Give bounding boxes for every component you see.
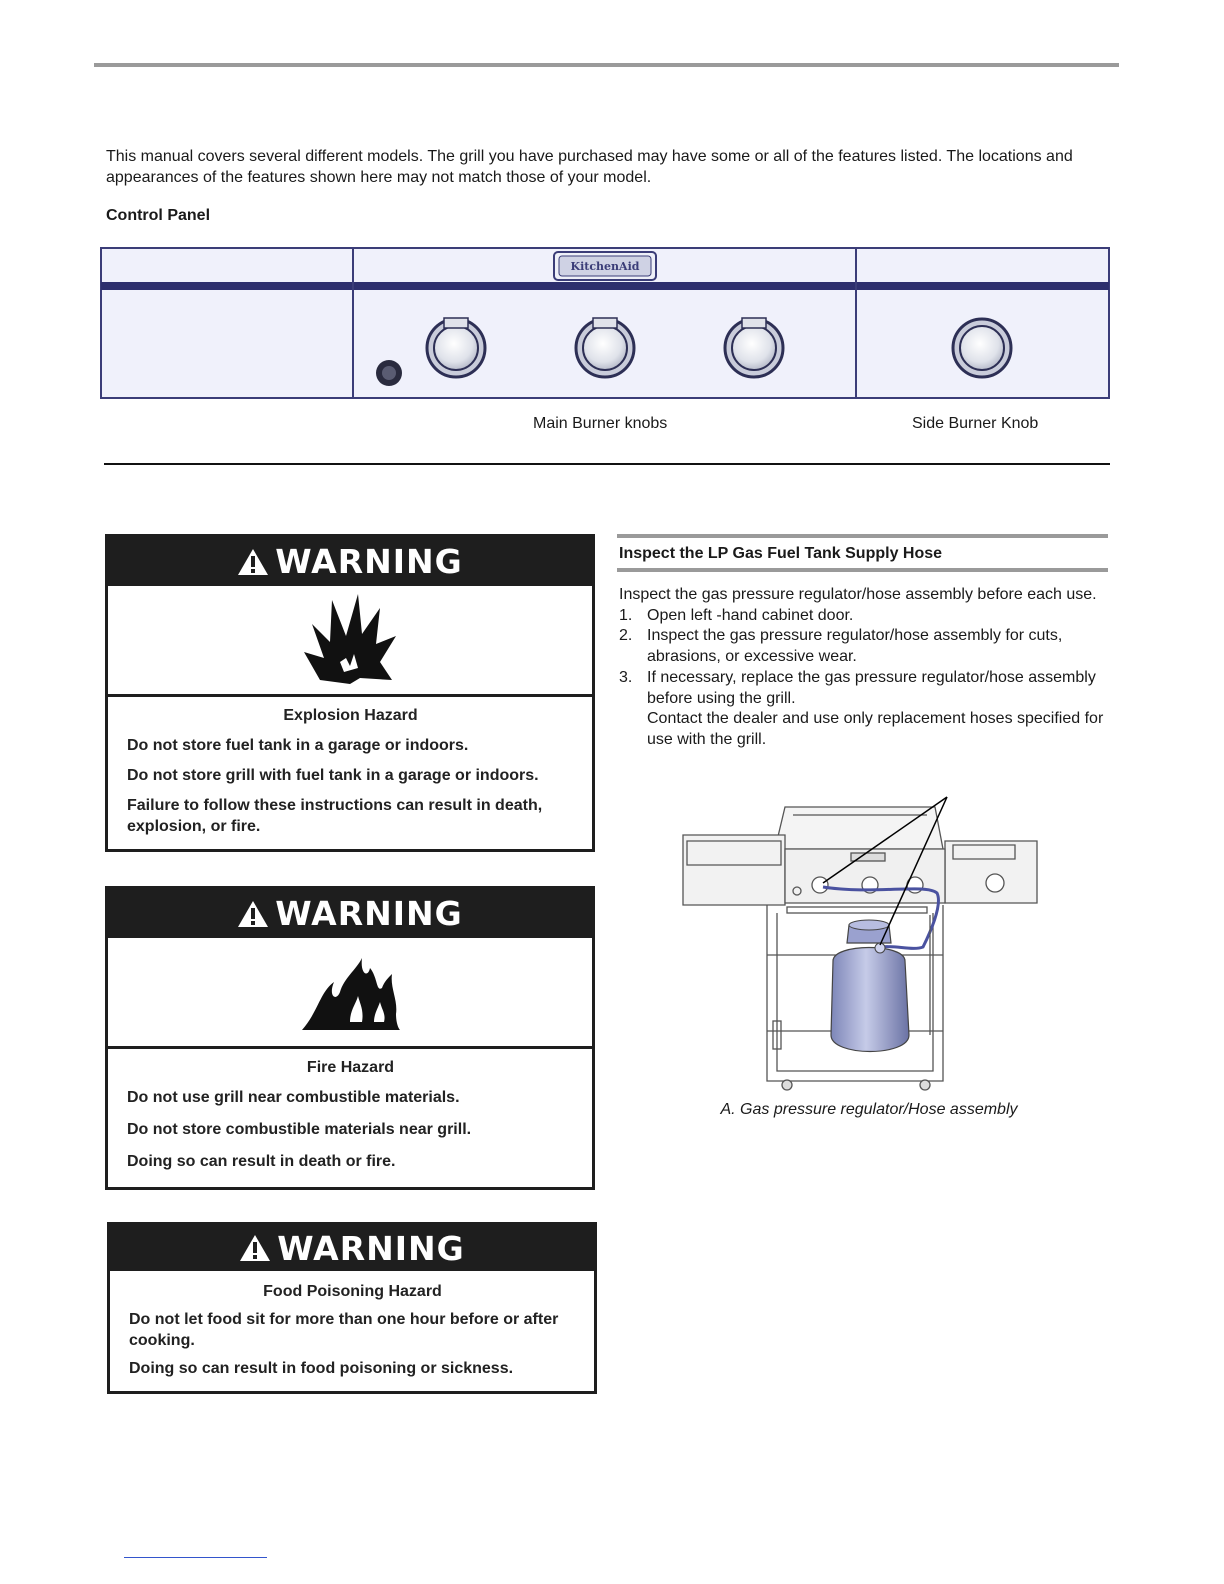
warning-line: Doing so can result in food poisoning or sickness. bbox=[129, 1360, 514, 1377]
main-burner-knob-2 bbox=[576, 318, 634, 377]
control-panel-illustration bbox=[100, 246, 1112, 402]
list-item: 3. If necessary, replace the gas pressure regulator/hose assembly before using the grill. bbox=[619, 668, 1096, 707]
inspect-steps bbox=[619, 606, 1109, 710]
inspect-intro: Inspect the gas pressure regulator/hose assembly before each use. bbox=[619, 586, 1097, 603]
warning-triangle-icon bbox=[237, 900, 269, 928]
warning-triangle-icon bbox=[239, 1234, 271, 1262]
side-burner-caption: Side Burner Knob bbox=[912, 415, 1039, 432]
top-divider bbox=[94, 63, 1119, 67]
warning-line: Do not use grill near combustible materials. bbox=[127, 1089, 460, 1106]
warning-line: Doing so can result in death or fire. bbox=[127, 1153, 396, 1170]
section-rule-bottom bbox=[617, 568, 1108, 572]
section-divider bbox=[104, 463, 1110, 465]
hazard-title: Explosion Hazard bbox=[283, 707, 418, 724]
brand-logo: KitchenAid bbox=[570, 260, 640, 273]
warning-line: Do not store grill with fuel tank in a garage or indoors. bbox=[127, 767, 539, 784]
explosion-icon bbox=[300, 592, 400, 688]
warning-header: WARNING bbox=[108, 889, 592, 938]
main-burner-caption: Main Burner knobs bbox=[533, 415, 668, 432]
warning-header: WARNING bbox=[108, 537, 592, 586]
inspect-instructions bbox=[619, 585, 1109, 751]
control-panel-heading: Control Panel bbox=[106, 207, 211, 224]
warning-line: Failure to follow these instructions can result in death, explosion, or fire. bbox=[127, 797, 543, 835]
section-rule-top bbox=[617, 534, 1108, 538]
warning-line: Do not let food sit for more than one hour before or after cooking. bbox=[129, 1311, 559, 1349]
footer-link-underline bbox=[124, 1557, 267, 1558]
fire-warning-box bbox=[105, 886, 595, 1190]
warning-header: WARNING bbox=[110, 1225, 594, 1271]
main-burner-knob-3 bbox=[725, 318, 783, 377]
grill-with-tank-illustration bbox=[675, 795, 1045, 1095]
warning-line: Do not store fuel tank in a garage or indoors. bbox=[127, 737, 469, 754]
figure-caption: A. Gas pressure regulator/Hose assembly bbox=[720, 1101, 1018, 1118]
hazard-title: Fire Hazard bbox=[306, 1059, 395, 1076]
main-burner-knob-1 bbox=[427, 318, 485, 377]
warning-triangle-icon bbox=[237, 548, 269, 576]
fire-icon bbox=[298, 952, 402, 1032]
dealer-note: Contact the dealer and use only replacement hoses specified for use with the grill. bbox=[647, 710, 1104, 748]
intro-paragraph: This manual covers several different models. The grill you have purchased may have some or all of the features listed. The locations and appearances of the features shown here may not match those of your model. bbox=[106, 148, 1073, 186]
explosion-pictogram bbox=[108, 586, 592, 697]
warning-line: Do not store combustible materials near grill. bbox=[127, 1121, 472, 1138]
hazard-title: Food Poisoning Hazard bbox=[263, 1283, 442, 1300]
list-item: 2. Inspect the gas pressure regulator/hose assembly for cuts, abrasions, or excessive wear. bbox=[619, 627, 1063, 666]
food-poisoning-warning-box bbox=[107, 1222, 597, 1394]
explosion-warning-box bbox=[105, 534, 595, 852]
side-burner-knob bbox=[953, 319, 1011, 377]
fire-pictogram bbox=[108, 938, 592, 1049]
list-item: 1. Open left -hand cabinet door. bbox=[619, 606, 854, 624]
inspect-section-title: Inspect the LP Gas Fuel Tank Supply Hose bbox=[619, 545, 943, 562]
